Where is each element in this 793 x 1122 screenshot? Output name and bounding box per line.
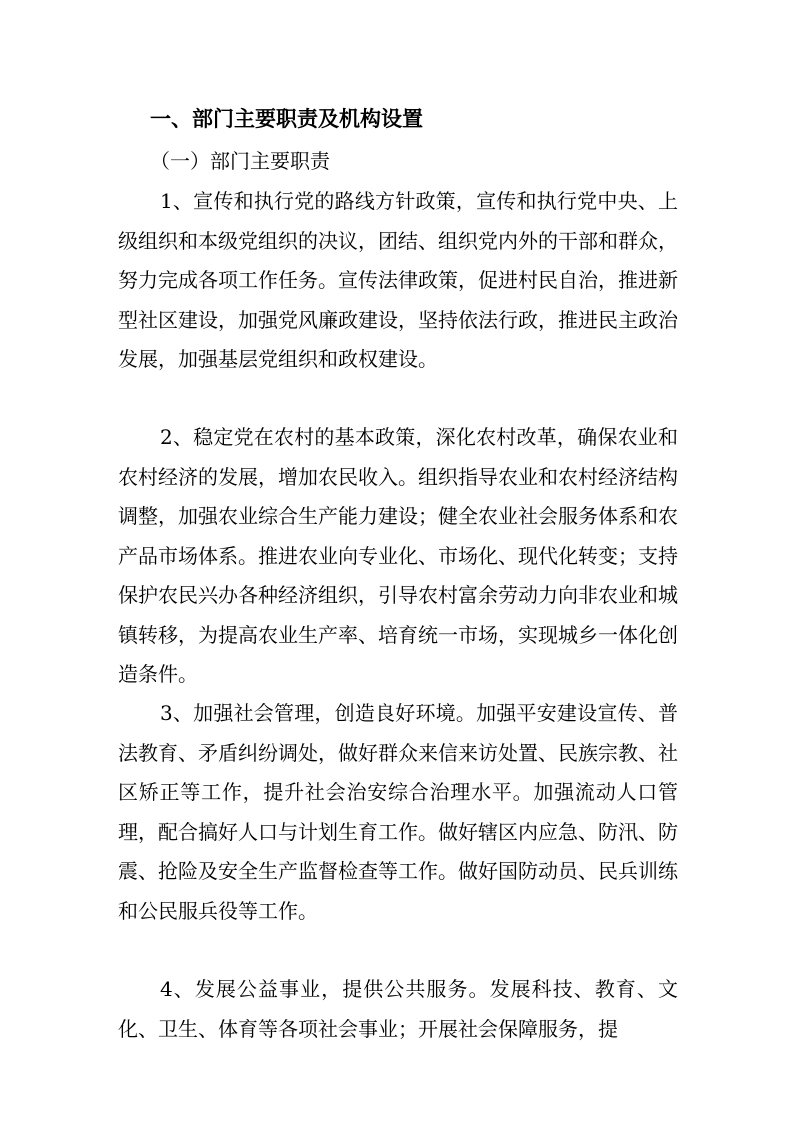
subsection-heading: （一）部门主要职责 (150, 149, 330, 173)
paragraph-4: 4、发展公益事业，提供公共服务。发展科技、教育、文化、卫生、体育等各项社会事业；开展社会保障服务，提 (118, 977, 678, 1041)
paragraph-1: 1、宣传和执行党的路线方针政策，宣传和执行党中央、上级组织和本级党组织的决议，团结、组织党内外的干部和群众，努力完成各项工作任务。宣传法律政策，促进村民自治，推进新型社区建设，加强党风廉政建设，坚持依法行政，推进民主政治发展，加强基层党组织和政权建设。 (118, 189, 678, 371)
paragraph-3: 3、加强社会管理，创造良好环境。加强平安建设宣传、普法教育、矛盾纠纷调处，做好群众来信来访处置、民族宗教、社区矫正等工作，提升社会治安综合治理水平。加强流动人口管理，配合搞好人口与计划生育工作。做好辖区内应急、防汛、防震、抢险及安全生产监督检查等工作。做好国防动员、民兵训练和公民服兵役等工作。 (118, 701, 678, 923)
section-heading: 一、部门主要职责及机构设置 (150, 107, 423, 131)
paragraph-2: 2、稳定党在农村的基本政策，深化农村改革，确保农业和农村经济的发展，增加农民收入。组织指导农业和农村经济结构调整，加强农业综合生产能力建设；健全农业社会服务体系和农产品市场体系。推进农业向专业化、市场化、现代化转变；支持保护农民兴办各种经济组织，引导农村富余劳动力向非农业和城镇转移，为提高农业生产率、培育统一市场，实现城乡一体化创造条件。 (118, 425, 678, 686)
